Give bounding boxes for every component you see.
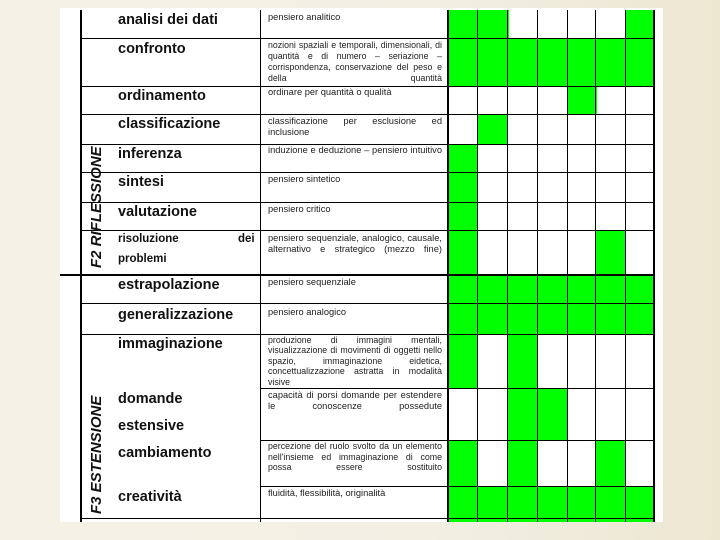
term-dei: dei [238, 233, 255, 245]
grid-line [80, 303, 655, 304]
term-estrapolazione: estrapolazione [118, 277, 220, 293]
section-label-f3: F3 ESTENSIONE [88, 395, 105, 514]
matrix-empty-cell [477, 334, 507, 388]
matrix-empty-cell [537, 440, 595, 486]
term-domande: domande [118, 391, 183, 407]
desc-inferenza: induzione e deduzione – pensiero intuitivo [268, 145, 442, 155]
term-ordinamento: ordinamento [118, 88, 206, 104]
matrix-empty-cell [537, 334, 655, 388]
grid-line [80, 114, 655, 115]
desc-estrapolazione: pensiero sequenziale [268, 277, 356, 287]
matrix-empty-cell [507, 114, 655, 144]
desc-sintesi: pensiero sintetico [268, 174, 341, 184]
grid-line [80, 202, 655, 203]
term-analisi-dei-dati: analisi dei dati [118, 12, 218, 28]
matrix-empty-cell [477, 172, 655, 202]
term-problemi: problemi [118, 253, 167, 265]
matrix-empty-cell [625, 440, 655, 486]
term-sintesi: sintesi [118, 174, 164, 190]
grid-line [80, 518, 655, 519]
term-cambiamento: cambiamento [118, 445, 212, 461]
matrix-empty-cell [597, 86, 655, 114]
document-page [60, 8, 663, 522]
term-classificazione: classificazione [118, 116, 221, 132]
term-creativita: creatività [118, 489, 182, 505]
desc-generalizzazione: pensiero analogico [268, 307, 347, 317]
matrix-empty-cell [567, 388, 655, 440]
desc-confronto: nozioni spaziali e temporali, dimensionali, di quantità e di numero – seriazione – corrispondenza, conservazione del peso e della quantità [268, 40, 442, 83]
desc-valutazione: pensiero critico [268, 204, 331, 214]
section-divider [60, 274, 655, 276]
matrix-empty-cell [477, 202, 655, 230]
desc-risoluzione-problemi: pensiero sequenziale, analogico, causale, alternativo e strategico (mezzo fine) [268, 233, 442, 254]
matrix-empty-cell [477, 230, 595, 274]
matrix-empty-cell [449, 114, 477, 144]
grid-line [80, 38, 655, 39]
term-valutazione: valutazione [118, 204, 197, 220]
desc-immaginazione: produzione di immagini mentali, visualizzazione di movimenti di oggetti nello spazio, immaginazione eidetica, concettualizzazione astratta in modalità visive [268, 335, 442, 387]
term-risoluzione: risoluzione [118, 233, 179, 245]
desc-cambiamento: percezione del ruolo svolto da un elemento nell'insieme ed immaginazione di come possa essere sostituito [268, 441, 442, 473]
matrix-empty-cell [625, 230, 655, 274]
term-estensive: estensive [118, 418, 185, 434]
matrix-empty-cell [449, 86, 567, 114]
desc-ordinamento: ordinare per quantità o qualità [268, 87, 392, 97]
matrix-empty-cell [537, 10, 625, 38]
matrix-empty-cell [477, 144, 655, 172]
desc-domande: capacità di porsi domande per estendere le conoscenze possedute [268, 390, 442, 411]
desc-analisi-dei-dati: pensiero analitico [268, 12, 341, 22]
term-generalizzazione: generalizzazione [118, 307, 234, 323]
desc-creativita: fluidità, flessibilità, originalità [268, 488, 386, 498]
matrix-empty-cell [449, 388, 507, 440]
grid-line [260, 486, 655, 487]
term-confronto: confronto [118, 41, 186, 57]
grid-line [80, 230, 655, 231]
section-label-f2: F2 RIFLESSIONE [88, 146, 105, 268]
term-inferenza: inferenza [118, 146, 182, 162]
grid-line [80, 172, 655, 173]
matrix-empty-cell [509, 10, 537, 38]
matrix-empty-cell [477, 440, 507, 486]
desc-classificazione: classificazione per esclusione ed inclusione [268, 116, 442, 137]
term-immaginazione: immaginazione [118, 336, 223, 352]
grid-line [260, 388, 655, 389]
